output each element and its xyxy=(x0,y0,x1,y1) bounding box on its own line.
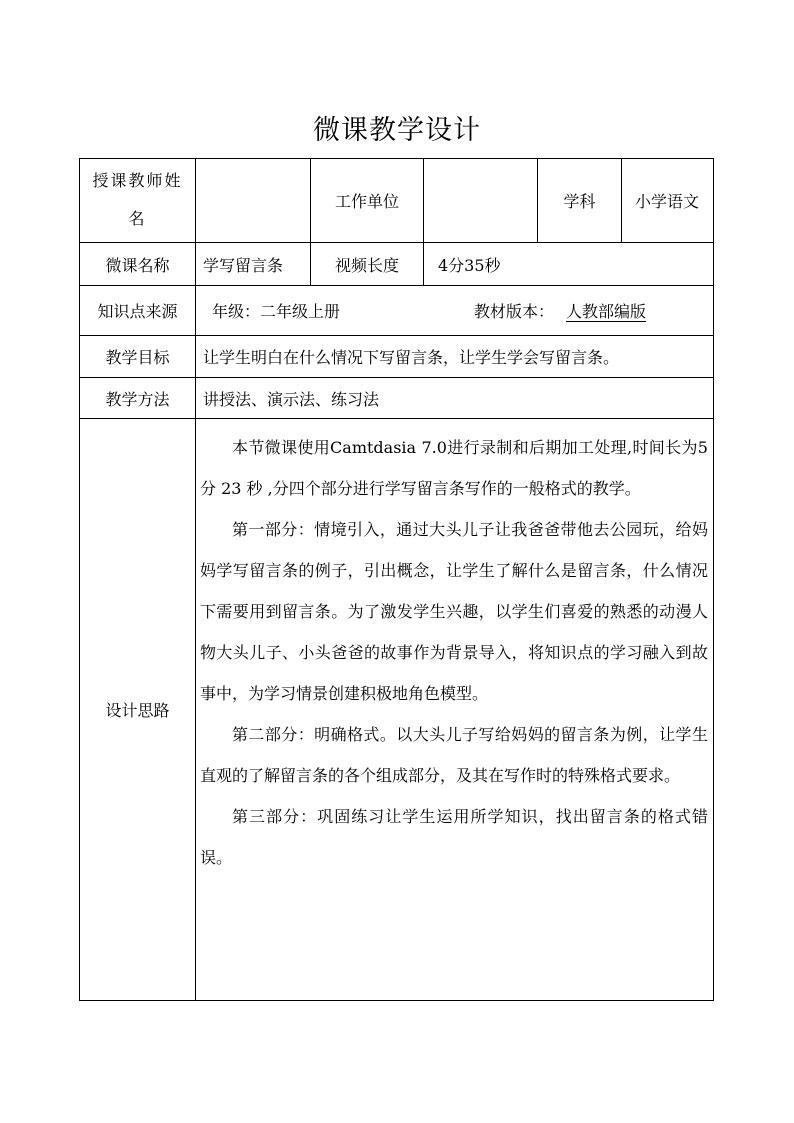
column-divider xyxy=(195,158,196,1001)
paragraph-part-one: 第一部分：情境引入，通过大头儿子让我爸爸带他去公园玩，给妈妈学写留言条的例子，引出概念，让学生了解什么是留言条，什么情况下需要用到留言条。为了激发学生兴趣，以学生们喜爱的熟悉的动漫人物大头儿子、小头爸爸的故事作为背景导入，将知识点的学习融入到故事中，为学习情景创建积极地角色模型。 xyxy=(200,520,708,703)
paragraph-part-three: 第三部分：巩固练习让学生运用所学知识，找出留言条的格式错误。 xyxy=(200,807,708,867)
textbook-edition-value: 人教部编版 xyxy=(566,302,647,321)
grade-text: 年级：二年级上册 xyxy=(212,302,341,321)
teaching-goal-label: 教学目标 xyxy=(105,348,170,367)
teaching-method-label: 教学方法 xyxy=(105,389,170,409)
design-idea-content xyxy=(200,427,708,878)
course-name-label: 微课名称 xyxy=(105,255,170,275)
work-unit-label: 工作单位 xyxy=(334,191,399,211)
paragraph-part-two: 第二部分：明确格式。以大头儿子写给妈妈的留言条为例，让学生直观的了解留言条的各个组成部分，及其在写作时的特殊格式要求。 xyxy=(200,725,708,785)
column-divider xyxy=(423,158,424,285)
teacher-name-value xyxy=(200,160,306,240)
video-length-value: 4分35秒 xyxy=(438,255,501,275)
subject-value: 小学语文 xyxy=(634,191,699,211)
design-idea-label: 设计思路 xyxy=(105,701,170,720)
course-name-value: 学写留言条 xyxy=(203,255,284,275)
teacher-name-label: 授课教师姓名 xyxy=(92,171,183,228)
subject-label: 学科 xyxy=(563,191,596,211)
textbook-edition-label: 教材版本： xyxy=(474,302,555,321)
document-title: 微课教学设计 xyxy=(313,115,481,146)
paragraph-intro: 本节微课使用Camtdasia 7.0进行录制和后期加工处理,时间长为5分 23 秒 ,分四个部分进行学写留言条写作的一般格式的教学。 xyxy=(200,438,708,498)
work-unit-value xyxy=(428,160,533,240)
video-length-label: 视频长度 xyxy=(334,255,399,275)
knowledge-source-label: 知识点来源 xyxy=(97,302,178,321)
teaching-method-value: 讲授法、演示法、练习法 xyxy=(203,389,380,409)
teaching-goal-value: 让学生明白在什么情况下写留言条，让学生学会写留言条。 xyxy=(203,348,620,367)
